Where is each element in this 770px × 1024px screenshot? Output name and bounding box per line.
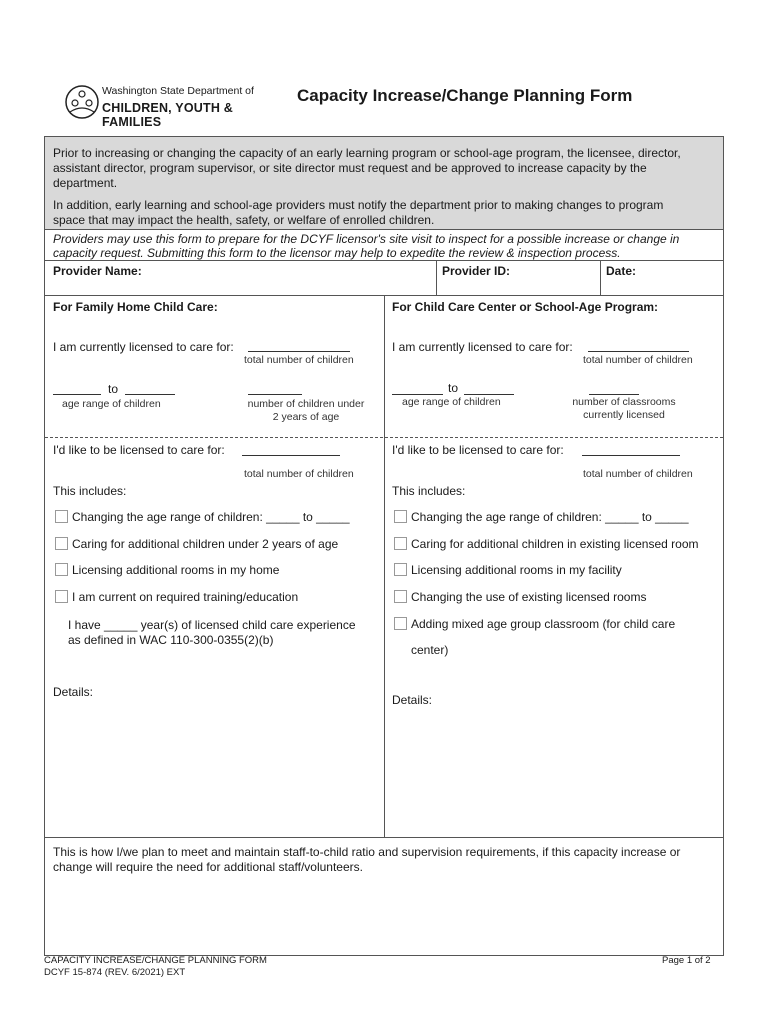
plan-text-line1[interactable]: This is how I/we plan to meet and maintain staff-to-child ratio and supervision requirements, if this capacity increase or <box>53 845 681 859</box>
center-opt4-label: Changing the use of existing licensed rooms <box>411 590 647 604</box>
family-opt4-label: I am current on required training/education <box>72 590 299 604</box>
center-opt2-label: Caring for additional children in existing licensed room <box>411 537 699 551</box>
family-desired-total-input[interactable] <box>242 443 340 456</box>
form-title: Capacity Increase/Change Planning Form <box>297 86 633 105</box>
intro-p1-line2: assistant director, program supervisor, or site director must request and be approved to increase capacity by the <box>53 161 647 175</box>
family-opt4-checkbox[interactable] <box>55 590 68 603</box>
center-opt5-label-line2: center) <box>411 643 449 657</box>
center-age-from-input[interactable] <box>392 382 443 395</box>
date-field[interactable]: Date: <box>606 264 637 278</box>
provider-id-field[interactable]: Provider ID: <box>442 264 511 278</box>
center-current-total-input[interactable] <box>588 339 689 352</box>
center-opt1-checkbox[interactable] <box>394 510 407 523</box>
center-opt5-checkbox[interactable] <box>394 617 407 630</box>
center-to-label: to <box>448 381 459 395</box>
center-age-to-input[interactable] <box>464 382 514 395</box>
family-age-from-input[interactable] <box>53 382 101 395</box>
center-heading: For Child Care Center or School-Age Program: <box>392 300 659 314</box>
plan-section-top-line <box>45 837 723 838</box>
center-classrooms-caption-1: number of classrooms <box>572 396 676 408</box>
center-opt5-label-line1: Adding mixed age group classroom (for child care <box>411 617 676 631</box>
plan-text-line2: change will require the need for additional staff/volunteers. <box>53 860 363 874</box>
intro-divider <box>45 229 723 230</box>
center-desired-total-input[interactable] <box>582 443 680 456</box>
center-age-range-caption: age range of children <box>402 396 501 408</box>
family-experience-line2: as defined in WAC 110-300-0355(2)(b) <box>68 633 274 647</box>
center-total-children-caption: total number of children <box>583 354 693 366</box>
center-opt4-checkbox[interactable] <box>394 590 407 603</box>
family-under2-caption-2: 2 years of age <box>272 411 340 423</box>
center-details-label[interactable]: Details: <box>392 693 433 707</box>
column-divider <box>384 295 385 837</box>
intro-p2-line1: In addition, early learning and school-age providers must notify the department prior to making changes to program <box>53 198 664 212</box>
family-to-label: to <box>108 382 119 396</box>
dcyf-logo <box>64 82 274 129</box>
provider-row-top-line <box>45 260 723 261</box>
footer-page-number: Page 1 of 2 <box>662 955 711 966</box>
family-opt1-checkbox[interactable] <box>55 510 68 523</box>
family-total-children-caption: total number of children <box>244 354 354 366</box>
provider-divider-2 <box>600 260 601 295</box>
family-age-range-caption: age range of children <box>62 398 161 410</box>
section-dashed-divider <box>45 437 723 438</box>
family-heading: For Family Home Child Care: <box>53 300 218 314</box>
intro-p2-line2: space that may impact the health, safety, or welfare of enrolled children. <box>53 213 435 227</box>
center-classrooms-caption-2: currently licensed <box>583 409 665 421</box>
family-includes-label: This includes: <box>53 484 127 498</box>
center-classrooms-input[interactable] <box>589 382 639 395</box>
center-opt3-label: Licensing additional rooms in my facility <box>411 563 622 577</box>
intro-p1-line3: department. <box>53 176 118 190</box>
family-details-label[interactable]: Details: <box>53 685 94 699</box>
family-opt1-label: Changing the age range of children: _____ to _____ <box>72 510 350 524</box>
center-includes-label: This includes: <box>392 484 466 498</box>
provider-name-field[interactable]: Provider Name: <box>53 264 142 278</box>
family-current-total-input[interactable] <box>248 339 350 352</box>
center-opt3-checkbox[interactable] <box>394 563 407 576</box>
family-current-label: I am currently licensed to care for: <box>53 340 234 354</box>
footer-form-name: CAPACITY INCREASE/CHANGE PLANNING FORM <box>44 955 267 966</box>
agency-name-line2: CHILDREN, YOUTH & FAMILIES <box>102 101 233 129</box>
footer-form-id: DCYF 15-874 (REV. 6/2021) EXT <box>44 967 186 978</box>
family-opt2-checkbox[interactable] <box>55 537 68 550</box>
family-opt3-checkbox[interactable] <box>55 563 68 576</box>
family-opt3-label: Licensing additional rooms in my home <box>72 563 280 577</box>
intro-note-line1: Providers may use this form to prepare for the DCYF licensor's site visit to inspect for a possible increase or change in <box>53 232 680 246</box>
center-total-children-caption-2: total number of children <box>583 468 693 480</box>
center-like-label: I'd like to be licensed to care for: <box>392 443 564 457</box>
center-opt2-checkbox[interactable] <box>394 537 407 550</box>
family-opt2-label: Caring for additional children under 2 years of age <box>72 537 339 551</box>
dcyf-emblem-icon <box>64 84 100 120</box>
family-total-children-caption-2: total number of children <box>244 468 354 480</box>
intro-note-line2: capacity request. Submitting this form to the licensor may help to expedite the review & inspection process. <box>53 246 621 260</box>
family-under2-caption-1: number of children under <box>247 398 365 410</box>
center-current-label: I am currently licensed to care for: <box>392 340 573 354</box>
agency-name-line1: Washington State Department of <box>102 85 254 97</box>
family-age-to-input[interactable] <box>125 382 175 395</box>
center-opt1-label: Changing the age range of children: _____ to _____ <box>411 510 689 524</box>
intro-p1-line1: Prior to increasing or changing the capacity of an early learning program or school-age program, the licensee, director, <box>53 146 681 160</box>
family-like-label: I'd like to be licensed to care for: <box>53 443 225 457</box>
family-under2-input[interactable] <box>248 382 302 395</box>
provider-divider-1 <box>436 260 437 295</box>
family-experience-line1[interactable]: I have _____ year(s) of licensed child care experience <box>68 618 356 632</box>
